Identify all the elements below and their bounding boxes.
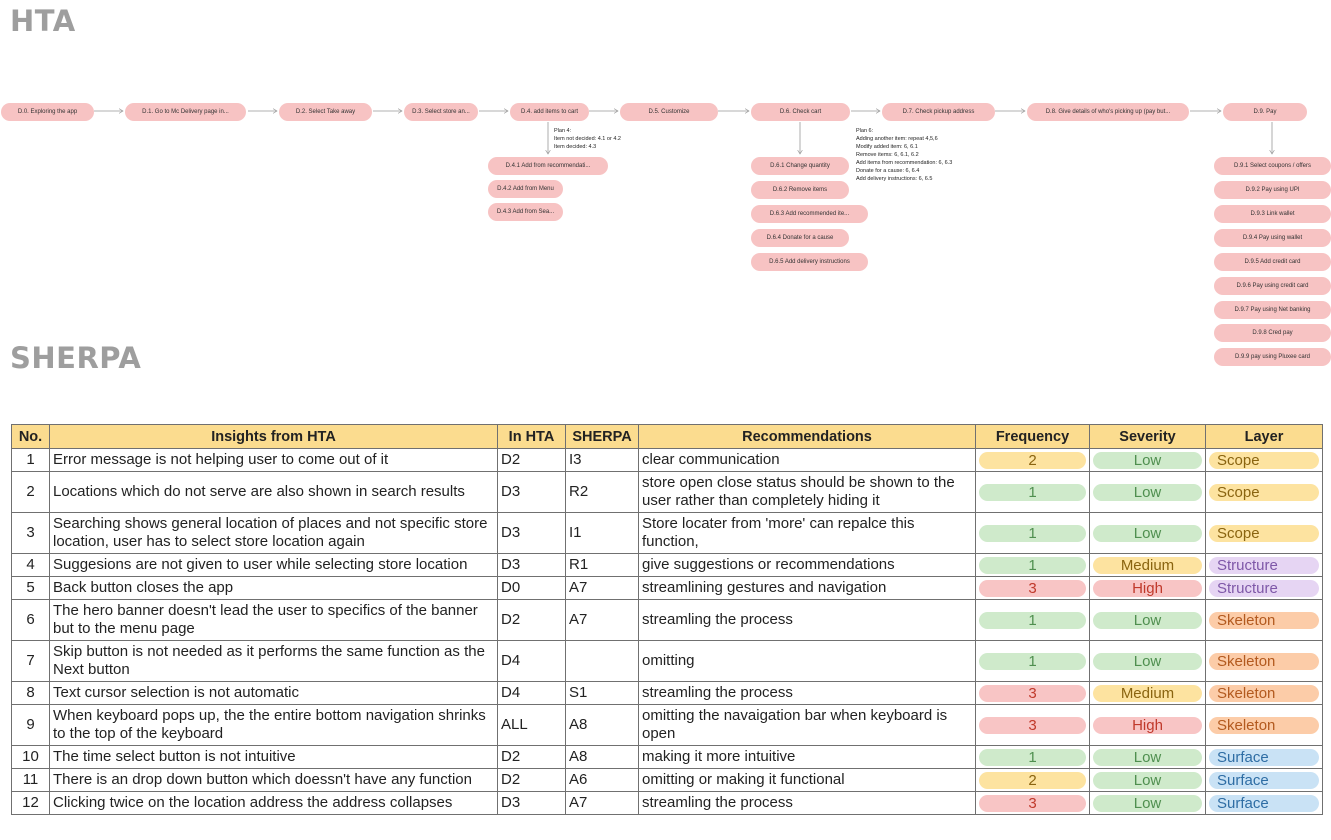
frequency-badge: 3 (979, 580, 1086, 597)
severity-badge: Low (1093, 525, 1202, 542)
cell-sev (1090, 472, 1206, 513)
hta-node-d9-5: D.9.5 Add credit card (1214, 253, 1331, 271)
table-row (12, 746, 1323, 769)
cell-recommendation: store open close status should be shown to the user rather than completely hiding it (639, 472, 976, 513)
cell-insight: Text cursor selection is not automatic (50, 682, 498, 705)
cell-sherpa-code: I3 (566, 449, 639, 472)
cell-sev (1090, 682, 1206, 705)
cell-no: 6 (12, 600, 50, 641)
cell-recommendation: omitting the navaigation bar when keyboard is open (639, 705, 976, 746)
hta-node-d6-3: D.6.3 Add recommended ite... (751, 205, 868, 223)
severity-badge: Low (1093, 452, 1202, 469)
cell-insight: Searching shows general location of places and not specific store location, user has to select store location again (50, 513, 498, 554)
layer-badge: Scope (1209, 484, 1319, 501)
cell-freq (976, 577, 1090, 600)
layer-badge: Skeleton (1209, 685, 1319, 702)
table-row (12, 513, 1323, 554)
cell-no: 10 (12, 746, 50, 769)
cell-freq (976, 769, 1090, 792)
hta-node-d3: D.3. Select store an... (404, 103, 478, 121)
layer-badge: Skeleton (1209, 717, 1319, 734)
severity-badge: Low (1093, 653, 1202, 670)
cell-layer (1206, 600, 1323, 641)
hta-node-d8: D.8. Give details of who's picking up (pay but... (1027, 103, 1189, 121)
hta-node-d6-4: D.6.4 Donate for a cause (751, 229, 849, 247)
hta-node-d6-2: D.6.2 Remove items (751, 181, 849, 199)
cell-insight: Suggesions are not given to user while selecting store location (50, 554, 498, 577)
cell-sev (1090, 792, 1206, 815)
cell-in-hta: D4 (498, 682, 566, 705)
cell-no: 4 (12, 554, 50, 577)
cell-no: 3 (12, 513, 50, 554)
cell-in-hta: D3 (498, 554, 566, 577)
cell-recommendation: making it more intuitive (639, 746, 976, 769)
cell-freq (976, 554, 1090, 577)
layer-badge: Structure (1209, 557, 1319, 574)
severity-badge: Low (1093, 772, 1202, 789)
cell-sev (1090, 513, 1206, 554)
header-insights: Insights from HTA (50, 425, 498, 449)
header-no: No. (12, 425, 50, 449)
cell-layer (1206, 792, 1323, 815)
severity-badge: Medium (1093, 557, 1202, 574)
frequency-badge: 3 (979, 717, 1086, 734)
hta-node-d4-2: D.4.2 Add from Menu (488, 180, 563, 198)
frequency-badge: 1 (979, 557, 1086, 574)
hta-node-d4-1: D.4.1 Add from recommendati... (488, 157, 608, 175)
hta-node-d9-3: D.9.3 Link wallet (1214, 205, 1331, 223)
hta-node-d9-8: D.9.8 Cred pay (1214, 324, 1331, 342)
connector-arrows (0, 0, 1331, 340)
table-row (12, 792, 1323, 815)
cell-freq (976, 746, 1090, 769)
cell-layer (1206, 513, 1323, 554)
frequency-badge: 1 (979, 612, 1086, 629)
cell-no: 11 (12, 769, 50, 792)
header-layer: Layer (1206, 425, 1323, 449)
cell-no: 2 (12, 472, 50, 513)
cell-insight: Skip button is not needed as it performs the same function as the Next button (50, 641, 498, 682)
cell-layer (1206, 705, 1323, 746)
sherpa-table (11, 424, 1323, 815)
cell-freq (976, 449, 1090, 472)
plan-6-note: Plan 6: Adding another item: repeat 4,5,6 Modify added item: 6, 6.1 Remove items: 6, 6.1, 6.2 Add items from recommendation: 6, 6.3 Donate for a cause: 6, 6.4 Add delivery instructions: 6, 6.5 (856, 128, 953, 182)
table-row (12, 769, 1323, 792)
hta-node-d9-4: D.9.4 Pay using wallet (1214, 229, 1331, 247)
cell-recommendation: streamling the process (639, 792, 976, 815)
table-row (12, 554, 1323, 577)
cell-sherpa-code: A6 (566, 769, 639, 792)
cell-sev (1090, 577, 1206, 600)
cell-sev (1090, 554, 1206, 577)
frequency-badge: 2 (979, 452, 1086, 469)
cell-sherpa-code (566, 641, 639, 682)
cell-sherpa-code: A7 (566, 792, 639, 815)
cell-recommendation: streamlining gestures and navigation (639, 577, 976, 600)
cell-in-hta: D3 (498, 513, 566, 554)
sherpa-title: SHERPA (10, 341, 142, 375)
cell-freq (976, 600, 1090, 641)
frequency-badge: 2 (979, 772, 1086, 789)
cell-in-hta: D0 (498, 577, 566, 600)
hta-node-d9-7: D.9.7 Pay using Net banking (1214, 301, 1331, 319)
cell-insight: Back button closes the app (50, 577, 498, 600)
cell-sev (1090, 769, 1206, 792)
cell-sev (1090, 641, 1206, 682)
layer-badge: Scope (1209, 525, 1319, 542)
cell-in-hta: D4 (498, 641, 566, 682)
cell-no: 8 (12, 682, 50, 705)
cell-sev (1090, 449, 1206, 472)
table-row (12, 705, 1323, 746)
layer-badge: Skeleton (1209, 612, 1319, 629)
severity-badge: Low (1093, 749, 1202, 766)
hta-node-d6-1: D.6.1 Change quantity (751, 157, 849, 175)
severity-badge: High (1093, 717, 1202, 734)
hta-node-d6-5: D.6.5 Add delivery instructions (751, 253, 868, 271)
cell-recommendation: give suggestions or recommendations (639, 554, 976, 577)
frequency-badge: 3 (979, 685, 1086, 702)
cell-freq (976, 513, 1090, 554)
cell-freq (976, 705, 1090, 746)
hta-node-d9-9: D.9.9 pay using Pluxee card (1214, 348, 1331, 366)
layer-badge: Surface (1209, 749, 1319, 766)
hta-node-d7: D.7. Check pickup address (882, 103, 995, 121)
plan-4-note: Plan 4: Item not decided: 4.1 or 4.2 Item decided: 4.3 (554, 128, 621, 150)
hta-node-d9-6: D.9.6 Pay using credit card (1214, 277, 1331, 295)
cell-insight: There is an drop down button which doessn't have any function (50, 769, 498, 792)
cell-in-hta: D2 (498, 449, 566, 472)
cell-layer (1206, 682, 1323, 705)
cell-layer (1206, 641, 1323, 682)
table-body (12, 449, 1323, 815)
cell-layer (1206, 769, 1323, 792)
severity-badge: Medium (1093, 685, 1202, 702)
layer-badge: Surface (1209, 772, 1319, 789)
cell-recommendation: clear communication (639, 449, 976, 472)
header-sherpa: SHERPA (566, 425, 639, 449)
cell-insight: When keyboard pops up, the the entire bottom navigation shrinks to the top of the keyboard (50, 705, 498, 746)
cell-sherpa-code: A8 (566, 746, 639, 769)
cell-sev (1090, 746, 1206, 769)
severity-badge: Low (1093, 484, 1202, 501)
cell-freq (976, 641, 1090, 682)
cell-layer (1206, 472, 1323, 513)
hta-node-d9: D.9. Pay (1223, 103, 1307, 121)
frequency-badge: 1 (979, 525, 1086, 542)
cell-in-hta: D2 (498, 600, 566, 641)
cell-freq (976, 472, 1090, 513)
cell-layer (1206, 577, 1323, 600)
cell-sev (1090, 705, 1206, 746)
hta-node-d4-3: D.4.3 Add from Sea... (488, 203, 563, 221)
hta-node-d6: D.6. Check cart (751, 103, 850, 121)
cell-sherpa-code: A8 (566, 705, 639, 746)
frequency-badge: 3 (979, 795, 1086, 812)
layer-badge: Structure (1209, 580, 1319, 597)
cell-no: 1 (12, 449, 50, 472)
hta-node-d4: D.4. add items to cart (510, 103, 589, 121)
cell-recommendation: streamling the process (639, 600, 976, 641)
hta-title: HTA (10, 4, 76, 38)
hta-node-d9-2: D.9.2 Pay using UPI (1214, 181, 1331, 199)
table-row (12, 472, 1323, 513)
header-in-hta: In HTA (498, 425, 566, 449)
cell-layer (1206, 449, 1323, 472)
cell-insight: Error message is not helping user to come out of it (50, 449, 498, 472)
table-header-row (12, 425, 1323, 449)
header-frequency: Frequency (976, 425, 1090, 449)
cell-in-hta: D2 (498, 769, 566, 792)
table-row (12, 682, 1323, 705)
cell-freq (976, 682, 1090, 705)
cell-no: 5 (12, 577, 50, 600)
table-row (12, 600, 1323, 641)
table-row (12, 577, 1323, 600)
cell-layer (1206, 554, 1323, 577)
cell-insight: The time select button is not intuitive (50, 746, 498, 769)
frequency-badge: 1 (979, 749, 1086, 766)
cell-recommendation: Store locater from 'more' can repalce this function, (639, 513, 976, 554)
cell-in-hta: D3 (498, 472, 566, 513)
hta-node-d5: D.5. Customize (620, 103, 718, 121)
cell-insight: Clicking twice on the location address the address collapses (50, 792, 498, 815)
severity-badge: Low (1093, 795, 1202, 812)
frequency-badge: 1 (979, 484, 1086, 501)
table-row (12, 449, 1323, 472)
severity-badge: Low (1093, 612, 1202, 629)
cell-insight: Locations which do not serve are also shown in search results (50, 472, 498, 513)
cell-in-hta: D3 (498, 792, 566, 815)
cell-sev (1090, 600, 1206, 641)
severity-badge: High (1093, 580, 1202, 597)
hta-node-d2: D.2. Select Take away (279, 103, 372, 121)
hta-node-d0: D.0. Exploring the app (1, 103, 94, 121)
cell-sherpa-code: R2 (566, 472, 639, 513)
cell-no: 7 (12, 641, 50, 682)
cell-in-hta: D2 (498, 746, 566, 769)
table-row (12, 641, 1323, 682)
hta-node-d1: D.1. Go to Mc Delivery page in... (125, 103, 246, 121)
cell-sherpa-code: R1 (566, 554, 639, 577)
frequency-badge: 1 (979, 653, 1086, 670)
hta-node-d9-1: D.9.1 Select coupons / offers (1214, 157, 1331, 175)
layer-badge: Scope (1209, 452, 1319, 469)
cell-sherpa-code: A7 (566, 577, 639, 600)
cell-no: 12 (12, 792, 50, 815)
layer-badge: Skeleton (1209, 653, 1319, 670)
cell-recommendation: omitting (639, 641, 976, 682)
cell-in-hta: ALL (498, 705, 566, 746)
cell-layer (1206, 746, 1323, 769)
cell-freq (976, 792, 1090, 815)
cell-recommendation: streamling the process (639, 682, 976, 705)
cell-recommendation: omitting or making it functional (639, 769, 976, 792)
header-severity: Severity (1090, 425, 1206, 449)
cell-sherpa-code: A7 (566, 600, 639, 641)
cell-sherpa-code: S1 (566, 682, 639, 705)
header-recommendations: Recommendations (639, 425, 976, 449)
layer-badge: Surface (1209, 795, 1319, 812)
cell-sherpa-code: I1 (566, 513, 639, 554)
cell-insight: The hero banner doesn't lead the user to specifics of the banner but to the menu page (50, 600, 498, 641)
cell-no: 9 (12, 705, 50, 746)
